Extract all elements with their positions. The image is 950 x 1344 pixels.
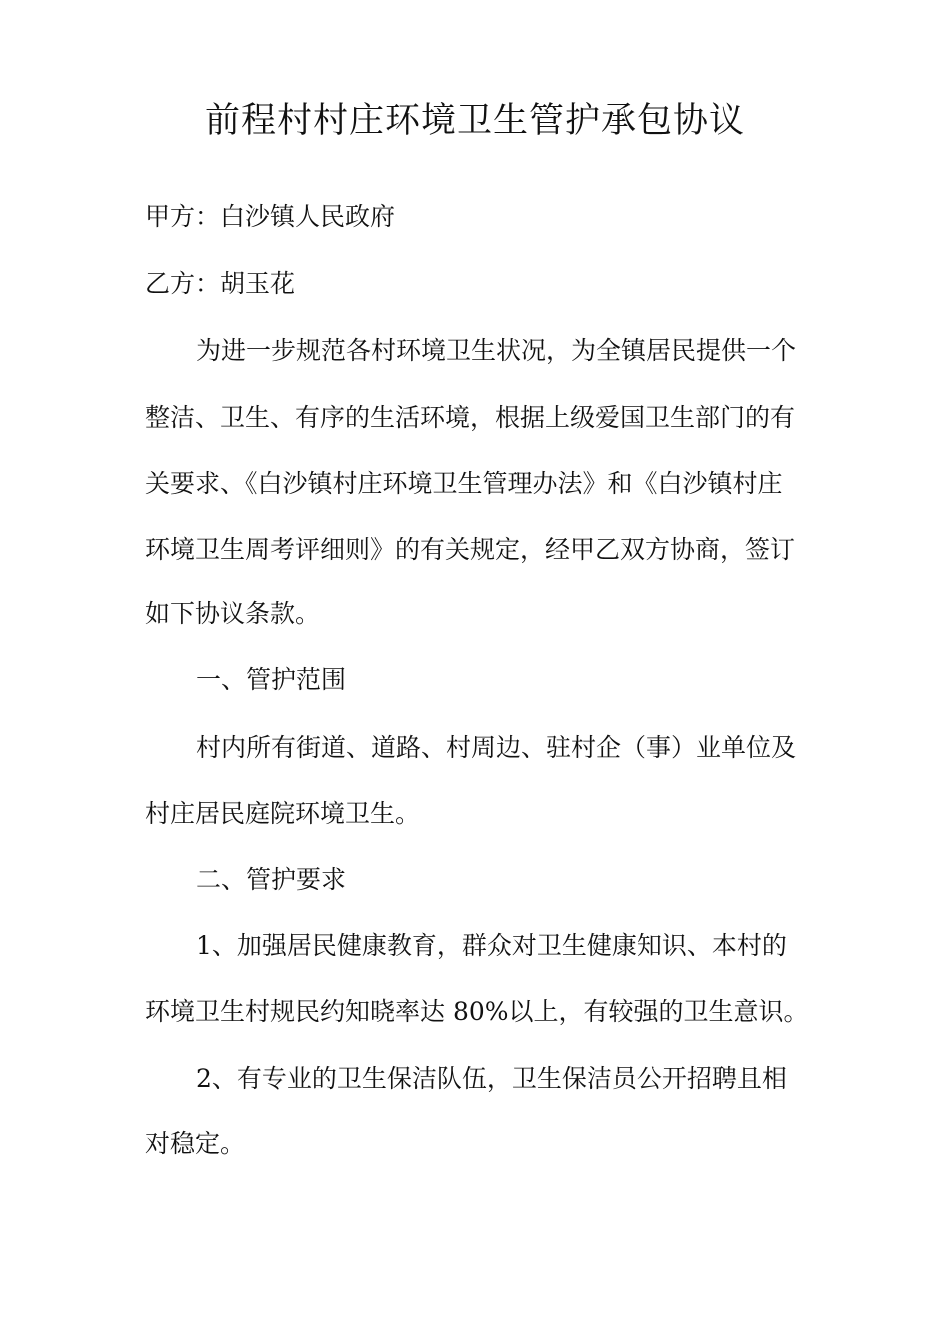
intro-line: 整洁、卫生、有序的生活环境，根据上级爱国卫生部门的有	[145, 403, 796, 432]
section-heading-scope: 一、管护范围	[196, 665, 347, 694]
requirement-line: 2、有专业的卫生保洁队伍，卫生保洁员公开招聘且相	[196, 1064, 787, 1093]
section-heading-requirements: 二、管护要求	[196, 865, 347, 894]
intro-line: 关要求、《白沙镇村庄环境卫生管理办法》和《白沙镇村庄	[145, 469, 783, 498]
requirement-line: 1、加强居民健康教育，群众对卫生健康知识、本村的	[196, 931, 787, 960]
document-title: 前程村村庄环境卫生管护承包协议	[204, 101, 745, 141]
intro-line: 为进一步规范各村环境卫生状况，为全镇居民提供一个	[196, 336, 797, 365]
requirement-line: 对稳定。	[145, 1129, 246, 1158]
requirement-line: 环境卫生村规民约知晓率达 80%以上，有较强的卫生意识。	[145, 997, 809, 1026]
party-a-line: 甲方：白沙镇人民政府	[145, 202, 396, 231]
intro-line: 环境卫生周考评细则》的有关规定，经甲乙双方协商，签订	[145, 535, 796, 564]
scope-line: 村内所有街道、道路、村周边、驻村企（事）业单位及	[196, 733, 797, 762]
intro-line: 如下协议条款。	[145, 599, 321, 628]
scope-line: 村庄居民庭院环境卫生。	[145, 799, 421, 828]
party-b-line: 乙方：胡玉花	[145, 269, 296, 298]
